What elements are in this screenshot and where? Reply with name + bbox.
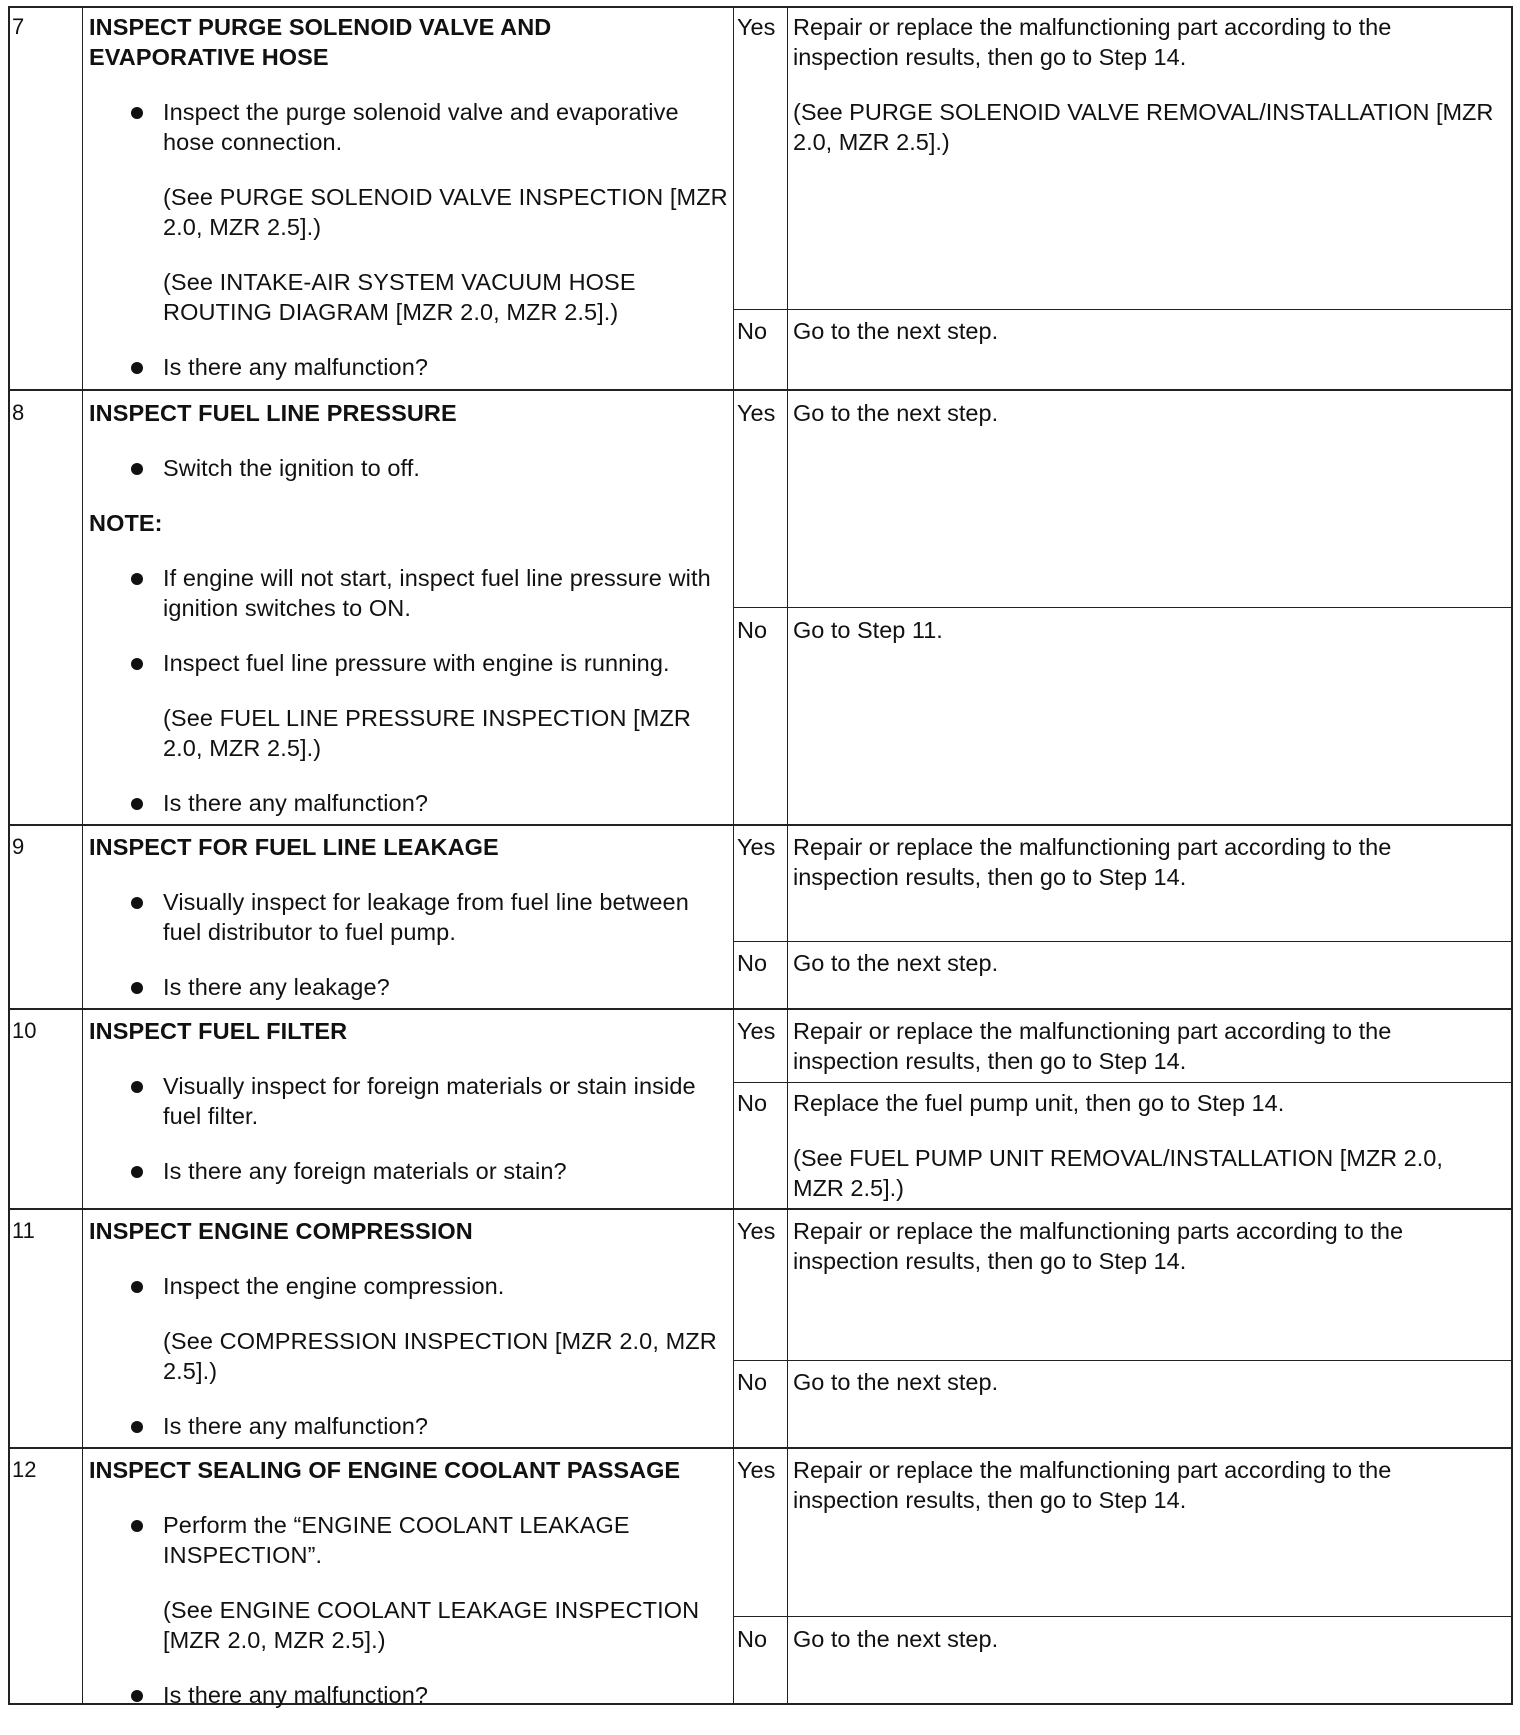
no-label: No <box>737 1626 768 1652</box>
step-number: 9 <box>12 834 25 859</box>
no-result <box>793 615 1498 670</box>
reference-text: (See COMPRESSION INSPECTION [MZR 2.0, MZR 2.5].) <box>163 1328 717 1384</box>
bullet-item: Inspect the purge solenoid valve and evaporative hose connection. <box>89 97 729 157</box>
question-item: Is there any malfunction? <box>89 1411 729 1441</box>
bullet-item: Perform the “ENGINE COOLANT LEAKAGE INSPECTION”. <box>89 1510 733 1570</box>
question-item: Is there any foreign materials or stain? <box>89 1156 729 1186</box>
step-number: 12 <box>12 1457 37 1482</box>
reference-text: (See FUEL PUMP UNIT REMOVAL/INSTALLATION [MZR 2.0, MZR 2.5].) <box>793 1145 1443 1201</box>
result-text: Replace the fuel pump unit, then go to Step 14. <box>793 1090 1285 1116</box>
result-text: Go to the next step. <box>793 400 999 426</box>
question-item: Is there any malfunction? <box>89 1680 733 1710</box>
result-text: Go to Step 11. <box>793 617 943 643</box>
reference-text: (See ENGINE COOLANT LEAKAGE INSPECTION [MZR 2.0, MZR 2.5].) <box>163 1597 700 1653</box>
step-title: EVAPORATIVE HOSE <box>89 44 329 70</box>
step-title: INSPECT SEALING OF ENGINE COOLANT PASSAGE <box>89 1457 681 1483</box>
step-number: 10 <box>12 1018 37 1043</box>
bullet-item: Visually inspect for leakage from fuel line between fuel distributor to fuel pump. <box>89 887 729 947</box>
yes-no-divider <box>733 607 1513 608</box>
no-label: No <box>737 318 768 344</box>
question-item: Is there any malfunction? <box>89 788 729 818</box>
step-title: INSPECT PURGE SOLENOID VALVE AND <box>89 14 552 40</box>
yes-result <box>793 12 1498 182</box>
result-text: Go to the next step. <box>793 1626 999 1652</box>
result-text: Repair or replace the malfunctioning part according to the inspection results, then go to Step 14. <box>793 834 1392 890</box>
yes-label: Yes <box>737 1018 776 1044</box>
result-text: Go to the next step. <box>793 950 999 976</box>
col-divider-yesno <box>787 6 788 1705</box>
reference-text: (See FUEL LINE PRESSURE INSPECTION [MZR 2.0, MZR 2.5].) <box>163 705 691 761</box>
question-item: Is there any leakage? <box>89 972 729 1002</box>
no-label: No <box>737 950 768 976</box>
yes-label: Yes <box>737 1218 776 1244</box>
result-text: Go to the next step. <box>793 1369 999 1395</box>
no-result <box>793 948 1498 1003</box>
step-action <box>89 832 729 1027</box>
reference-text: (See PURGE SOLENOID VALVE INSPECTION [MZR 2.0, MZR 2.5].) <box>163 184 728 240</box>
reference-text: (See PURGE SOLENOID VALVE REMOVAL/INSTALLATION [MZR 2.0, MZR 2.5].) <box>793 99 1494 155</box>
note-label: NOTE: <box>89 510 163 536</box>
yes-label: Yes <box>737 14 776 40</box>
yes-no-divider <box>733 941 1513 942</box>
col-divider-step <box>82 6 83 1705</box>
no-label: No <box>737 617 768 643</box>
bullet-item: Inspect fuel line pressure with engine is running. <box>89 648 729 678</box>
step-action <box>89 1455 733 1735</box>
step-action <box>89 1216 729 1466</box>
yes-label: Yes <box>737 400 776 426</box>
yes-no-divider <box>733 1360 1513 1361</box>
step-title: INSPECT FUEL FILTER <box>89 1018 348 1044</box>
no-result <box>793 1367 1498 1422</box>
yes-no-divider <box>733 309 1513 310</box>
step-title: INSPECT ENGINE COMPRESSION <box>89 1218 473 1244</box>
bullet-item: Inspect the engine compression. <box>89 1271 729 1301</box>
yes-result <box>793 832 1498 917</box>
result-text: Repair or replace the malfunctioning parts according to the inspection results, then go to Step 14. <box>793 1218 1404 1274</box>
step-title: INSPECT FUEL LINE PRESSURE <box>89 400 457 426</box>
step-number: 11 <box>12 1218 35 1243</box>
step-number: 8 <box>12 400 25 425</box>
no-result <box>793 1624 1498 1679</box>
step-action <box>89 398 729 843</box>
yes-result <box>793 1455 1498 1540</box>
no-label: No <box>737 1090 768 1116</box>
no-result <box>793 316 1498 371</box>
step-action <box>89 12 729 407</box>
bullet-item: Switch the ignition to off. <box>89 453 729 483</box>
yes-label: Yes <box>737 834 776 860</box>
no-label: No <box>737 1369 768 1395</box>
reference-text: (See INTAKE-AIR SYSTEM VACUUM HOSE ROUTING DIAGRAM [MZR 2.0, MZR 2.5].) <box>163 269 636 325</box>
yes-label: Yes <box>737 1457 776 1483</box>
result-text: Repair or replace the malfunctioning part according to the inspection results, then go to Step 14. <box>793 14 1392 70</box>
no-result <box>793 1088 1498 1228</box>
step-title: INSPECT FOR FUEL LINE LEAKAGE <box>89 834 499 860</box>
yes-result <box>793 398 1498 453</box>
bullet-item: If engine will not start, inspect fuel line pressure with ignition switches to ON. <box>89 563 729 623</box>
step-action <box>89 1016 729 1211</box>
yes-no-divider <box>733 1616 1513 1617</box>
result-text: Repair or replace the malfunctioning part according to the inspection results, then go to Step 14. <box>793 1018 1392 1074</box>
question-item: Is there any malfunction? <box>89 352 729 382</box>
col-divider-action <box>733 6 734 1705</box>
bullet-item: Visually inspect for foreign materials or stain inside fuel filter. <box>89 1071 729 1131</box>
result-text: Repair or replace the malfunctioning part according to the inspection results, then go to Step 14. <box>793 1457 1392 1513</box>
result-text: Go to the next step. <box>793 318 999 344</box>
step-number: 7 <box>12 14 25 39</box>
yes-result <box>793 1216 1498 1301</box>
